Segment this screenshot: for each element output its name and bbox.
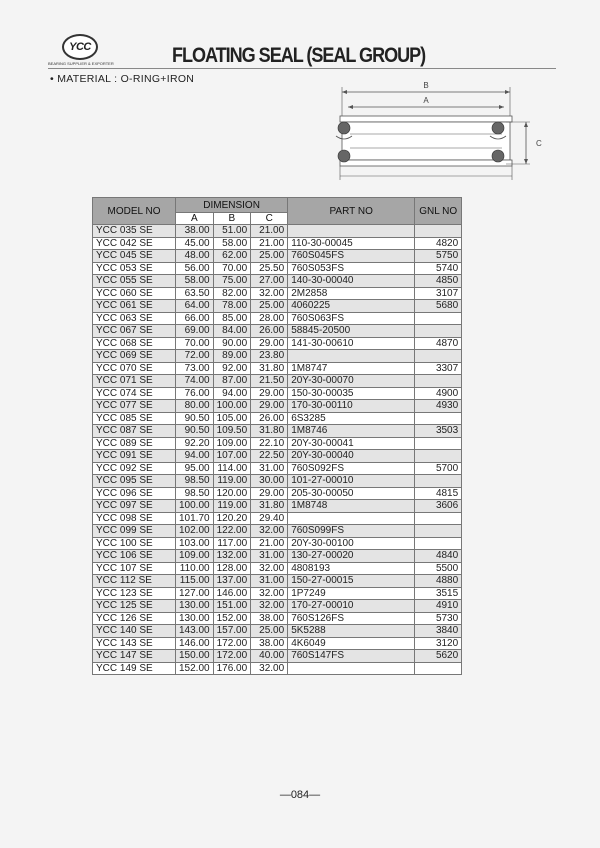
logo-subtitle: BEARING SUPPLIER & EXPORTER: [48, 61, 114, 66]
cell-dim-c: 32.00: [251, 525, 288, 538]
cell-model-no: YCC 077 SE: [93, 400, 176, 413]
table-row: [93, 550, 462, 563]
cell-dim-c: 32.00: [251, 562, 288, 575]
cell-gnl-no: 4930: [415, 400, 462, 413]
cell-dim-b: 119.00: [213, 500, 251, 513]
cell-gnl-no: [415, 412, 462, 425]
table-row: [93, 350, 462, 363]
cell-dim-b: 119.00: [213, 475, 251, 488]
cell-dim-c: 31.80: [251, 500, 288, 513]
cell-part-no: 20Y-30-00040: [288, 450, 415, 463]
cell-part-no: 760S053FS: [288, 262, 415, 275]
cell-gnl-no: 5730: [415, 612, 462, 625]
cell-gnl-no: [415, 537, 462, 550]
cell-dim-a: 64.00: [176, 300, 214, 313]
cell-dim-c: 29.00: [251, 337, 288, 350]
cell-dim-b: 100.00: [213, 400, 251, 413]
cell-gnl-no: 4870: [415, 337, 462, 350]
cell-part-no: 170-27-00010: [288, 600, 415, 613]
cell-part-no: [288, 225, 415, 238]
cell-dim-a: 69.00: [176, 325, 214, 338]
header-part-no: PART NO: [288, 198, 415, 225]
cell-dim-a: 127.00: [176, 587, 214, 600]
header-dim-b: B: [213, 213, 251, 225]
cell-model-no: YCC 125 SE: [93, 600, 176, 613]
cell-gnl-no: 4820: [415, 237, 462, 250]
cell-part-no: 58845-20500: [288, 325, 415, 338]
cell-dim-b: 114.00: [213, 462, 251, 475]
cell-dim-c: 27.00: [251, 275, 288, 288]
cell-part-no: 141-30-00610: [288, 337, 415, 350]
cell-model-no: YCC 095 SE: [93, 475, 176, 488]
header-dim-a: A: [176, 213, 214, 225]
header-model-no: MODEL NO: [93, 198, 176, 225]
cell-dim-b: 176.00: [213, 662, 251, 675]
cell-dim-a: 130.00: [176, 600, 214, 613]
cell-gnl-no: 5700: [415, 462, 462, 475]
cell-part-no: 6S3285: [288, 412, 415, 425]
header-dimension: DIMENSION: [176, 198, 288, 213]
cell-model-no: YCC 099 SE: [93, 525, 176, 538]
cell-dim-b: 151.00: [213, 600, 251, 613]
cell-part-no: 4808193: [288, 562, 415, 575]
cell-model-no: YCC 092 SE: [93, 462, 176, 475]
cell-dim-b: 78.00: [213, 300, 251, 313]
cell-dim-c: 31.80: [251, 362, 288, 375]
cell-model-no: YCC 061 SE: [93, 300, 176, 313]
cell-model-no: YCC 106 SE: [93, 550, 176, 563]
cell-part-no: 5K5288: [288, 625, 415, 638]
cell-model-no: YCC 055 SE: [93, 275, 176, 288]
cell-model-no: YCC 089 SE: [93, 437, 176, 450]
cell-part-no: 101-27-00010: [288, 475, 415, 488]
table-row: [93, 612, 462, 625]
label-c: C: [536, 139, 542, 148]
cell-gnl-no: 3503: [415, 425, 462, 438]
cell-part-no: 760S126FS: [288, 612, 415, 625]
cell-dim-b: 107.00: [213, 450, 251, 463]
cell-gnl-no: [415, 662, 462, 675]
cell-model-no: YCC 069 SE: [93, 350, 176, 363]
cell-model-no: YCC 100 SE: [93, 537, 176, 550]
cell-dim-a: 58.00: [176, 275, 214, 288]
cell-model-no: YCC 070 SE: [93, 362, 176, 375]
cell-part-no: 205-30-00050: [288, 487, 415, 500]
cell-part-no: [288, 350, 415, 363]
cell-dim-c: 21.00: [251, 225, 288, 238]
cell-dim-c: 28.00: [251, 312, 288, 325]
logo-badge: YCC: [62, 34, 98, 60]
cell-dim-b: 120.00: [213, 487, 251, 500]
cell-dim-a: 102.00: [176, 525, 214, 538]
header-gnl-no: GNL NO: [415, 198, 462, 225]
cell-dim-c: 26.00: [251, 325, 288, 338]
cell-gnl-no: [415, 525, 462, 538]
cell-model-no: YCC 091 SE: [93, 450, 176, 463]
cell-gnl-no: 3107: [415, 287, 462, 300]
cell-dim-a: 74.00: [176, 375, 214, 388]
cell-part-no: 1P7249: [288, 587, 415, 600]
table-row: [93, 262, 462, 275]
cell-model-no: YCC 112 SE: [93, 575, 176, 588]
cell-dim-a: 143.00: [176, 625, 214, 638]
cell-dim-b: 128.00: [213, 562, 251, 575]
cell-gnl-no: [415, 512, 462, 525]
cell-model-no: YCC 074 SE: [93, 387, 176, 400]
cell-dim-c: 38.00: [251, 637, 288, 650]
table-row: [93, 462, 462, 475]
cell-dim-a: 45.00: [176, 237, 214, 250]
cell-part-no: 20Y-30-00070: [288, 375, 415, 388]
cell-dim-a: 152.00: [176, 662, 214, 675]
cell-dim-b: 117.00: [213, 537, 251, 550]
table-row: [93, 287, 462, 300]
cell-model-no: YCC 097 SE: [93, 500, 176, 513]
cell-dim-a: 80.00: [176, 400, 214, 413]
cell-gnl-no: 4850: [415, 275, 462, 288]
cell-dim-a: 101.70: [176, 512, 214, 525]
cell-dim-b: 75.00: [213, 275, 251, 288]
cell-dim-b: 94.00: [213, 387, 251, 400]
cell-gnl-no: [415, 450, 462, 463]
table-row: [93, 300, 462, 313]
cell-gnl-no: 5750: [415, 250, 462, 263]
cell-dim-b: 58.00: [213, 237, 251, 250]
cell-gnl-no: [415, 475, 462, 488]
table-row: [93, 362, 462, 375]
title-divider: [48, 68, 556, 69]
cell-model-no: YCC 107 SE: [93, 562, 176, 575]
cell-model-no: YCC 096 SE: [93, 487, 176, 500]
cell-dim-b: 172.00: [213, 637, 251, 650]
cell-dim-c: 22.10: [251, 437, 288, 450]
cell-model-no: YCC 035 SE: [93, 225, 176, 238]
table-row: [93, 337, 462, 350]
table-row: [93, 575, 462, 588]
cell-dim-c: 40.00: [251, 650, 288, 663]
table-row: [93, 487, 462, 500]
cell-part-no: 4060225: [288, 300, 415, 313]
cell-part-no: 150-30-00035: [288, 387, 415, 400]
cell-dim-c: 22.50: [251, 450, 288, 463]
cell-dim-c: 29.00: [251, 400, 288, 413]
cell-gnl-no: 4900: [415, 387, 462, 400]
cell-model-no: YCC 053 SE: [93, 262, 176, 275]
cell-part-no: 4K6049: [288, 637, 415, 650]
cell-dim-c: 32.00: [251, 287, 288, 300]
cell-dim-a: 94.00: [176, 450, 214, 463]
cell-dim-b: 109.00: [213, 437, 251, 450]
table-row: [93, 312, 462, 325]
cell-gnl-no: 3120: [415, 637, 462, 650]
cell-gnl-no: [415, 312, 462, 325]
cell-dim-c: 32.00: [251, 600, 288, 613]
cell-dim-c: 25.00: [251, 300, 288, 313]
table-row: [93, 587, 462, 600]
table-row: [93, 325, 462, 338]
cell-model-no: YCC 071 SE: [93, 375, 176, 388]
cell-dim-c: 23.80: [251, 350, 288, 363]
cell-dim-a: 98.50: [176, 475, 214, 488]
cell-dim-b: 51.00: [213, 225, 251, 238]
cell-dim-a: 56.00: [176, 262, 214, 275]
cell-dim-c: 21.00: [251, 237, 288, 250]
cell-dim-c: 32.00: [251, 662, 288, 675]
cell-part-no: 760S099FS: [288, 525, 415, 538]
table-row: [93, 600, 462, 613]
cell-dim-a: 63.50: [176, 287, 214, 300]
table-row: [93, 237, 462, 250]
cell-gnl-no: 4910: [415, 600, 462, 613]
table-row: [93, 425, 462, 438]
cell-model-no: YCC 143 SE: [93, 637, 176, 650]
table-row: [93, 475, 462, 488]
cell-part-no: [288, 512, 415, 525]
cell-dim-c: 29.00: [251, 387, 288, 400]
cell-part-no: [288, 662, 415, 675]
table-row: [93, 275, 462, 288]
cell-model-no: YCC 123 SE: [93, 587, 176, 600]
cell-model-no: YCC 063 SE: [93, 312, 176, 325]
cell-part-no: 20Y-30-00100: [288, 537, 415, 550]
table-row: [93, 450, 462, 463]
cell-dim-b: 120.20: [213, 512, 251, 525]
cell-gnl-no: [415, 375, 462, 388]
cell-part-no: 130-27-00020: [288, 550, 415, 563]
cell-dim-b: 85.00: [213, 312, 251, 325]
cell-gnl-no: 5740: [415, 262, 462, 275]
cell-dim-c: 26.00: [251, 412, 288, 425]
table-row: [93, 250, 462, 263]
cell-dim-b: 90.00: [213, 337, 251, 350]
cell-dim-b: 87.00: [213, 375, 251, 388]
cell-dim-b: 105.00: [213, 412, 251, 425]
cell-dim-a: 146.00: [176, 637, 214, 650]
cell-model-no: YCC 126 SE: [93, 612, 176, 625]
cell-part-no: 1M8747: [288, 362, 415, 375]
table-row: [93, 662, 462, 675]
cell-gnl-no: [415, 225, 462, 238]
cell-dim-b: 146.00: [213, 587, 251, 600]
cell-dim-a: 100.00: [176, 500, 214, 513]
cell-part-no: 110-30-00045: [288, 237, 415, 250]
cell-gnl-no: 5500: [415, 562, 462, 575]
cell-dim-c: 25.00: [251, 250, 288, 263]
cell-gnl-no: [415, 437, 462, 450]
cell-dim-a: 98.50: [176, 487, 214, 500]
cell-dim-a: 130.00: [176, 612, 214, 625]
table-row: [93, 225, 462, 238]
cell-dim-b: 172.00: [213, 650, 251, 663]
cell-part-no: 760S045FS: [288, 250, 415, 263]
cell-model-no: YCC 098 SE: [93, 512, 176, 525]
cell-dim-c: 31.00: [251, 575, 288, 588]
cell-dim-c: 29.00: [251, 487, 288, 500]
cell-gnl-no: [415, 325, 462, 338]
table-row: [93, 525, 462, 538]
cell-gnl-no: 3515: [415, 587, 462, 600]
table-row: [93, 625, 462, 638]
ycc-logo: [48, 34, 114, 70]
cell-dim-b: 70.00: [213, 262, 251, 275]
table-row: [93, 400, 462, 413]
cell-dim-b: 84.00: [213, 325, 251, 338]
cell-dim-b: 152.00: [213, 612, 251, 625]
cell-dim-b: 82.00: [213, 287, 251, 300]
cell-dim-a: 103.00: [176, 537, 214, 550]
cell-dim-a: 115.00: [176, 575, 214, 588]
page-title: FLOATING SEAL (SEAL GROUP): [172, 44, 426, 67]
cell-part-no: 20Y-30-00041: [288, 437, 415, 450]
cell-dim-b: 122.00: [213, 525, 251, 538]
cell-part-no: 760S092FS: [288, 462, 415, 475]
cell-gnl-no: 5620: [415, 650, 462, 663]
cell-dim-c: 31.00: [251, 462, 288, 475]
cell-gnl-no: 3307: [415, 362, 462, 375]
cell-model-no: YCC 149 SE: [93, 662, 176, 675]
table-row: [93, 512, 462, 525]
cell-dim-a: 95.00: [176, 462, 214, 475]
cell-dim-c: 25.00: [251, 625, 288, 638]
cell-dim-b: 92.00: [213, 362, 251, 375]
table-row: [93, 537, 462, 550]
cell-dim-a: 66.00: [176, 312, 214, 325]
cell-gnl-no: 4840: [415, 550, 462, 563]
cell-dim-c: 29.40: [251, 512, 288, 525]
table-row: [93, 650, 462, 663]
cell-dim-b: 89.00: [213, 350, 251, 363]
cell-dim-a: 70.00: [176, 337, 214, 350]
cell-dim-b: 157.00: [213, 625, 251, 638]
cell-gnl-no: 3840: [415, 625, 462, 638]
table-row: [93, 437, 462, 450]
header-dim-c: C: [251, 213, 288, 225]
cell-part-no: 760S147FS: [288, 650, 415, 663]
cell-dim-a: 90.50: [176, 412, 214, 425]
cell-dim-c: 32.00: [251, 587, 288, 600]
table-row: [93, 412, 462, 425]
cell-dim-a: 38.00: [176, 225, 214, 238]
cell-dim-c: 21.00: [251, 537, 288, 550]
cell-model-no: YCC 045 SE: [93, 250, 176, 263]
cell-model-no: YCC 140 SE: [93, 625, 176, 638]
cell-dim-a: 109.00: [176, 550, 214, 563]
cell-dim-a: 48.00: [176, 250, 214, 263]
label-a: A: [423, 96, 429, 105]
cell-dim-a: 92.20: [176, 437, 214, 450]
cell-dim-a: 76.00: [176, 387, 214, 400]
cell-dim-c: 31.00: [251, 550, 288, 563]
page-number: —084—: [279, 789, 321, 801]
table-row: [93, 375, 462, 388]
label-b: B: [423, 81, 429, 90]
cell-gnl-no: 3606: [415, 500, 462, 513]
table-row: [93, 500, 462, 513]
cell-model-no: YCC 085 SE: [93, 412, 176, 425]
cell-dim-a: 150.00: [176, 650, 214, 663]
cell-dim-a: 73.00: [176, 362, 214, 375]
cell-part-no: 170-30-00110: [288, 400, 415, 413]
cell-gnl-no: 4880: [415, 575, 462, 588]
cell-dim-c: 38.00: [251, 612, 288, 625]
cell-part-no: 1M8748: [288, 500, 415, 513]
cell-model-no: YCC 087 SE: [93, 425, 176, 438]
table-row: [93, 637, 462, 650]
cell-dim-b: 132.00: [213, 550, 251, 563]
cell-gnl-no: 4815: [415, 487, 462, 500]
cell-model-no: YCC 147 SE: [93, 650, 176, 663]
cell-dim-c: 21.50: [251, 375, 288, 388]
cell-model-no: YCC 060 SE: [93, 287, 176, 300]
floating-seal-table: [92, 197, 462, 675]
cell-gnl-no: 5680: [415, 300, 462, 313]
cell-dim-b: 137.00: [213, 575, 251, 588]
cell-dim-a: 110.00: [176, 562, 214, 575]
cell-dim-c: 25.50: [251, 262, 288, 275]
cell-dim-c: 30.00: [251, 475, 288, 488]
cell-dim-a: 72.00: [176, 350, 214, 363]
cell-gnl-no: [415, 350, 462, 363]
cell-part-no: 150-27-00015: [288, 575, 415, 588]
cell-model-no: YCC 068 SE: [93, 337, 176, 350]
cell-part-no: 1M8746: [288, 425, 415, 438]
table-row: [93, 562, 462, 575]
cell-dim-a: 90.50: [176, 425, 214, 438]
cell-dim-b: 109.50: [213, 425, 251, 438]
material-note: • MATERIAL : O-RING+IRON: [50, 73, 195, 85]
cell-part-no: 2M2858: [288, 287, 415, 300]
cell-model-no: YCC 067 SE: [93, 325, 176, 338]
seal-cross-section-diagram: [330, 78, 554, 188]
cell-dim-b: 62.00: [213, 250, 251, 263]
table-row: [93, 387, 462, 400]
cell-model-no: YCC 042 SE: [93, 237, 176, 250]
cell-part-no: 760S063FS: [288, 312, 415, 325]
cell-part-no: 140-30-00040: [288, 275, 415, 288]
cell-dim-c: 31.80: [251, 425, 288, 438]
